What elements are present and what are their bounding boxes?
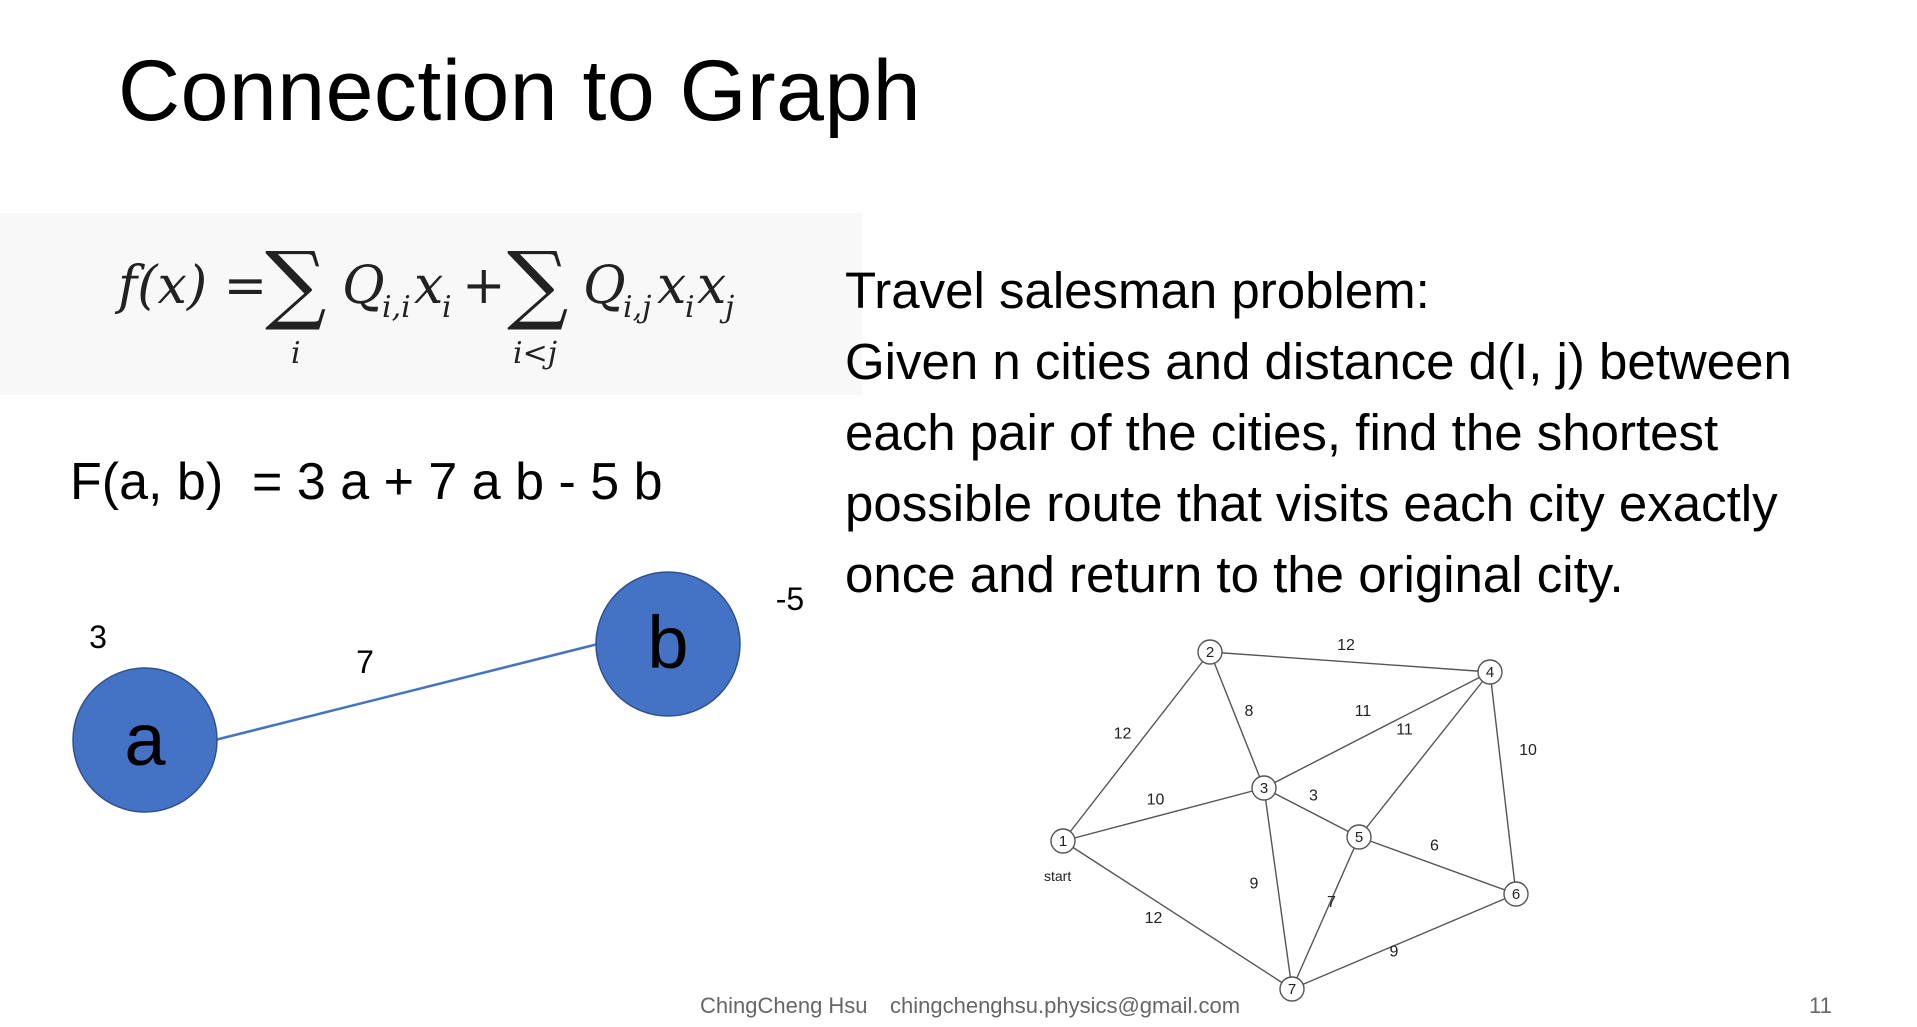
sum-symbol-1: ∑ bbox=[265, 234, 327, 334]
tsp-edge-2-3 bbox=[1210, 652, 1264, 788]
tsp-edge-weight: 12 bbox=[1113, 725, 1132, 743]
tsp-edge-weight: 10 bbox=[1146, 791, 1165, 809]
tsp-edge-5-7 bbox=[1292, 837, 1359, 989]
tsp-edge-weight: 6 bbox=[1430, 837, 1439, 855]
tsp-description bbox=[845, 255, 1905, 610]
tsp-edge-weight: 10 bbox=[1519, 742, 1537, 759]
term2-q: Q bbox=[583, 256, 626, 316]
tsp-node-label: 7 bbox=[1287, 981, 1297, 998]
term2-x2-sub: j bbox=[725, 290, 735, 325]
tsp-node-label: 5 bbox=[1354, 829, 1364, 846]
tsp-edge-weight: 8 bbox=[1244, 703, 1254, 720]
footer-author: ChingCheng Hsu bbox=[700, 993, 868, 1018]
slide-title: Connection to Graph bbox=[118, 43, 922, 139]
weight-a-label: 3 bbox=[89, 619, 107, 655]
tsp-node-label: 3 bbox=[1259, 780, 1269, 797]
tsp-node-label: 1 bbox=[1058, 833, 1068, 850]
tsp-edge-1-2 bbox=[1063, 652, 1210, 841]
term2-x1: x bbox=[657, 256, 687, 316]
tsp-line: each pair of the cities, find the shortest bbox=[845, 404, 1719, 461]
qubo-equation: F(a, b) = 3 a + 7 a b - 5 b bbox=[70, 453, 663, 511]
tsp-edge-weight: 7 bbox=[1327, 894, 1336, 911]
formula-lhs: f(x) = bbox=[118, 256, 268, 316]
weight-b-label: -5 bbox=[775, 581, 805, 617]
sum-subscript-1: i bbox=[291, 336, 301, 371]
node-b-label: b bbox=[647, 601, 689, 684]
footer-email: chingchenghsu.physics@gmail.com bbox=[890, 993, 1241, 1018]
tsp-edge-weight: 11 bbox=[1354, 703, 1372, 720]
term1-q: Q bbox=[342, 256, 385, 316]
start-label: start bbox=[1044, 868, 1072, 884]
tsp-graph bbox=[1020, 620, 1580, 1010]
tsp-line: once and return to the original city. bbox=[845, 546, 1624, 603]
tsp-edge-weight: 9 bbox=[1249, 875, 1259, 893]
term1-x: x bbox=[414, 256, 444, 316]
term1-q-sub: i,i bbox=[382, 290, 411, 325]
tsp-edge-weight: 11 bbox=[1396, 721, 1413, 739]
term2-x2: x bbox=[697, 256, 727, 316]
tsp-node-label: 2 bbox=[1205, 644, 1215, 661]
term2-q-sub: i,j bbox=[623, 290, 652, 325]
qubo-formula bbox=[0, 213, 862, 395]
term2-x1-sub: i bbox=[685, 290, 695, 325]
page-number: 11 bbox=[1809, 993, 1832, 1018]
tsp-edge-4-6 bbox=[1490, 672, 1516, 894]
tsp-line: Given n cities and distance d(I, j) between bbox=[845, 333, 1792, 390]
term1-x-sub: i bbox=[442, 290, 452, 325]
edge-a-b bbox=[215, 644, 598, 740]
formula-panel bbox=[0, 213, 862, 395]
node-a-label: a bbox=[124, 698, 166, 781]
tsp-line: possible route that visits each city exactly bbox=[845, 475, 1778, 532]
tsp-edge-6-7 bbox=[1292, 894, 1516, 989]
tsp-node-label: 6 bbox=[1511, 886, 1521, 903]
tsp-edge-1-7 bbox=[1063, 841, 1292, 989]
tsp-edge-3-4 bbox=[1264, 672, 1490, 788]
tsp-edge-weight: 12 bbox=[1144, 910, 1163, 927]
sum-subscript-2: i<j bbox=[513, 336, 558, 371]
ab-graph bbox=[0, 540, 840, 840]
tsp-edge-2-4 bbox=[1210, 652, 1490, 672]
tsp-edge-weight: 3 bbox=[1309, 787, 1318, 805]
tsp-edge-weight: 9 bbox=[1389, 943, 1399, 961]
tsp-node-label: 4 bbox=[1485, 664, 1495, 681]
tsp-edge-3-7 bbox=[1264, 788, 1292, 989]
sum-symbol-2: ∑ bbox=[507, 234, 569, 334]
tsp-edge-4-5 bbox=[1359, 672, 1490, 837]
tsp-line: Travel salesman problem: bbox=[845, 262, 1430, 319]
edge-weight-label: 7 bbox=[356, 644, 374, 680]
formula-plus: + bbox=[462, 256, 506, 316]
tsp-edge-weight: 12 bbox=[1337, 637, 1355, 654]
